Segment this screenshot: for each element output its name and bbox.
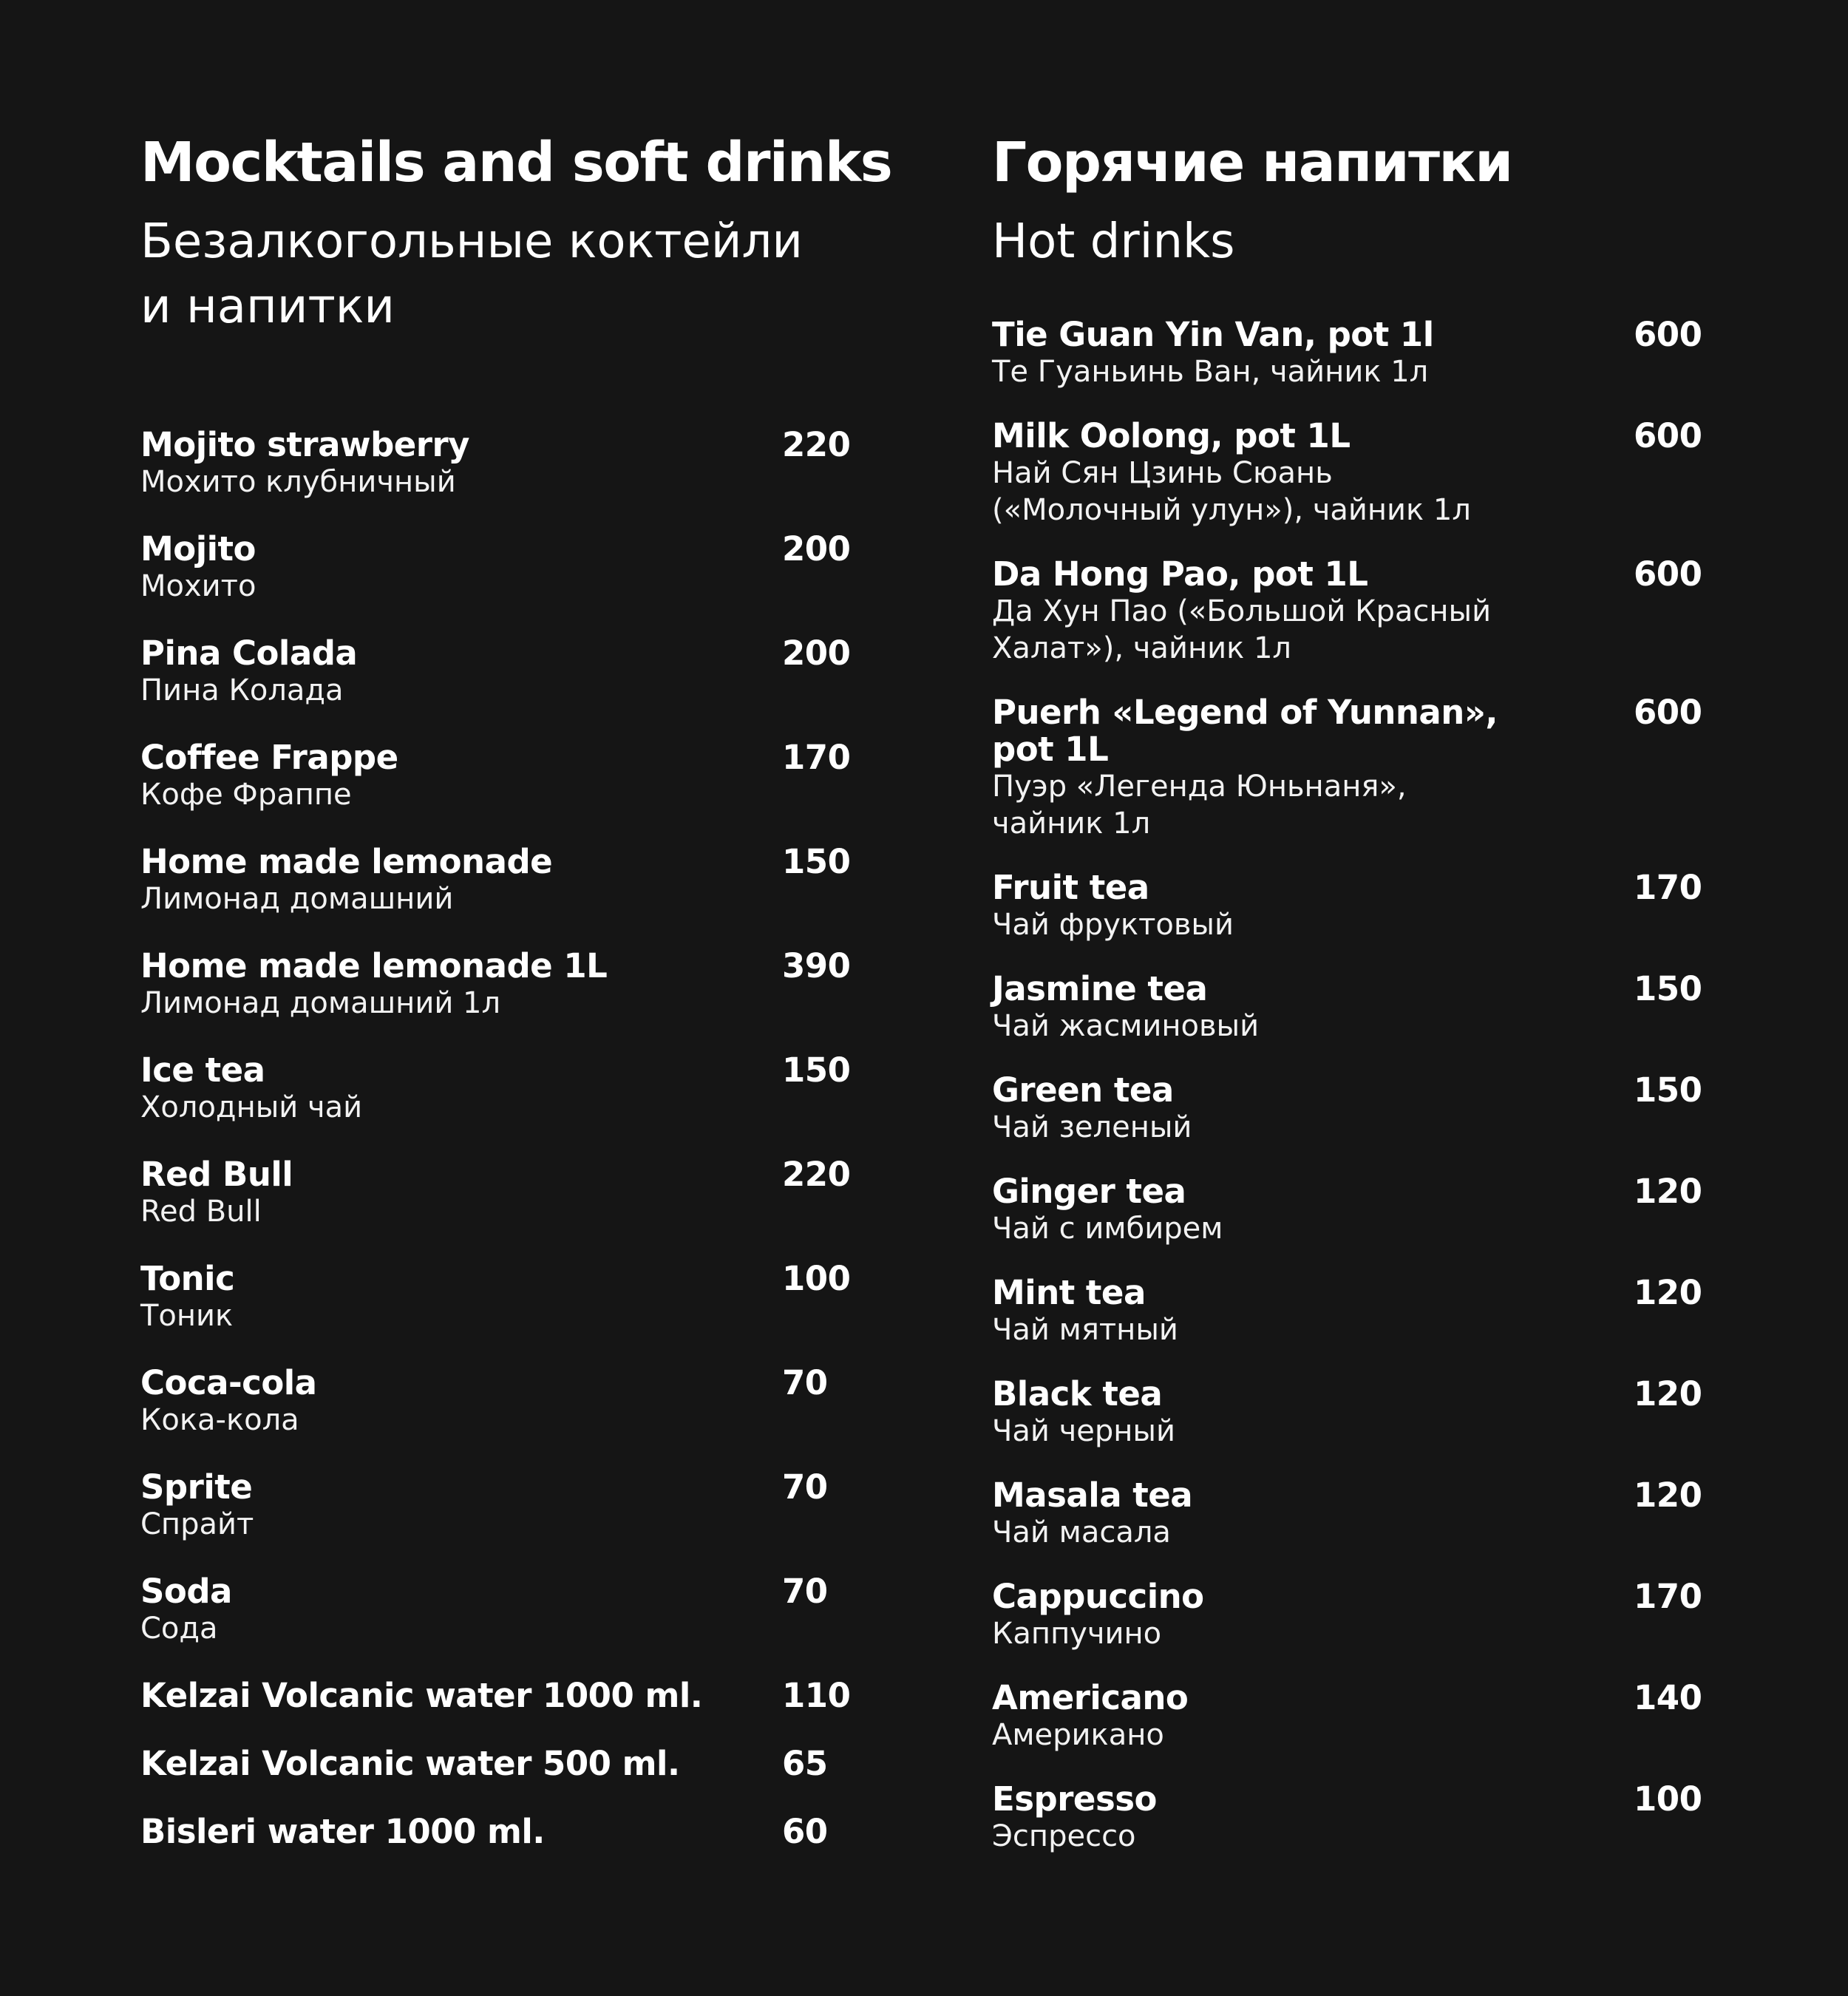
menu-item xyxy=(992,971,1739,1072)
menu-item xyxy=(992,694,1739,869)
section-subtitle xyxy=(140,209,803,339)
item-price: 200 xyxy=(782,634,851,673)
item-price: 600 xyxy=(1634,315,1702,354)
item-translation: Чай мятный xyxy=(992,1313,1178,1347)
item-price: 100 xyxy=(1634,1779,1702,1819)
item-price: 100 xyxy=(782,1259,851,1298)
section-title: Mocktails and soft drinks xyxy=(140,131,892,194)
item-name: Da Hong Pao, pot 1L xyxy=(992,554,1368,594)
subtitle-line: Безалкогольные коктейли xyxy=(140,214,803,269)
item-name: Soda xyxy=(140,1572,232,1611)
item-translation: Red Bull xyxy=(140,1195,262,1229)
item-translation: Каппучино xyxy=(992,1617,1162,1651)
item-price: 170 xyxy=(782,738,851,777)
item-name: Mojito strawberry xyxy=(140,425,470,464)
item-name: Cappuccino xyxy=(992,1577,1204,1616)
item-translation: Чай жасминовый xyxy=(992,1009,1260,1043)
item-name: Milk Oolong, pot 1L xyxy=(992,416,1351,455)
menu-item xyxy=(992,869,1739,971)
item-translation: Най Сян Цзинь Сюань xyxy=(992,456,1333,490)
item-translation-line2: чайник 1л xyxy=(992,807,1151,841)
item-name: Green tea xyxy=(992,1070,1174,1110)
item-translation: Кока-кола xyxy=(140,1403,299,1437)
item-price: 150 xyxy=(1634,969,1702,1008)
menu-item xyxy=(140,948,887,1052)
item-translation-line2: («Молочный улун»), чайник 1л xyxy=(992,493,1471,527)
item-translation: Тоник xyxy=(140,1299,234,1333)
item-name: Jasmine tea xyxy=(992,969,1208,1008)
item-translation: Лимонад домашний 1л xyxy=(140,986,501,1020)
item-name: Bisleri water 1000 ml. xyxy=(140,1812,545,1851)
item-translation: Чай с имбирем xyxy=(992,1212,1223,1246)
item-name: Ice tea xyxy=(140,1050,265,1090)
item-name: Mojito xyxy=(140,529,256,568)
item-name: Home made lemonade xyxy=(140,842,553,881)
menu-item xyxy=(140,427,887,531)
item-name: Tonic xyxy=(140,1259,235,1298)
menu-item xyxy=(140,1365,887,1469)
item-translation: Да Хун Пао («Большой Красный xyxy=(992,594,1492,628)
item-price: 70 xyxy=(782,1572,828,1611)
item-translation: Те Гуаньинь Ван, чайник 1л xyxy=(992,355,1429,389)
item-price: 220 xyxy=(782,425,851,464)
item-name: Kelzai Volcanic water 1000 ml. xyxy=(140,1676,703,1715)
menu-item xyxy=(992,1680,1739,1781)
item-name: Ginger tea xyxy=(992,1172,1186,1211)
item-name: Mint tea xyxy=(992,1273,1146,1312)
item-translation: Чай черный xyxy=(992,1414,1176,1448)
item-price: 140 xyxy=(1634,1678,1702,1717)
item-translation: Чай зеленый xyxy=(992,1110,1192,1144)
section-title: Горячие напитки xyxy=(992,131,1512,194)
item-translation: Спрайт xyxy=(140,1507,254,1541)
item-translation: Американо xyxy=(992,1718,1164,1752)
item-price: 150 xyxy=(782,842,851,881)
menu-item xyxy=(992,1173,1739,1274)
item-name: Tie Guan Yin Van, pot 1l xyxy=(992,315,1434,354)
menu-item xyxy=(140,531,887,635)
item-name: Red Bull xyxy=(140,1155,293,1194)
item-translation: Чай масала xyxy=(992,1515,1171,1549)
menu-item xyxy=(140,635,887,739)
menu-item xyxy=(992,1376,1739,1477)
item-translation-line2: Халат»), чайник 1л xyxy=(992,631,1291,665)
section-subtitle xyxy=(992,209,1234,274)
item-name: Kelzai Volcanic water 500 ml. xyxy=(140,1744,680,1783)
menu-item xyxy=(992,1781,1739,1882)
menu-item xyxy=(992,1274,1739,1376)
menu-item xyxy=(992,316,1739,418)
item-price: 60 xyxy=(782,1812,828,1851)
item-translation: Кофе Фраппе xyxy=(140,778,352,812)
item-name: Masala tea xyxy=(992,1476,1193,1515)
item-name: Coffee Frappe xyxy=(140,738,398,777)
item-price: 220 xyxy=(782,1155,851,1194)
item-price: 70 xyxy=(782,1363,828,1402)
menu-item xyxy=(992,1477,1739,1578)
menu-item xyxy=(992,1578,1739,1680)
item-price: 150 xyxy=(782,1050,851,1090)
item-translation: Лимонад домашний xyxy=(140,882,454,916)
item-name: Home made lemonade 1L xyxy=(140,946,608,985)
item-price: 70 xyxy=(782,1467,828,1507)
item-name: Puerh «Legend of Yunnan», xyxy=(992,693,1498,732)
item-price: 390 xyxy=(782,946,851,985)
item-name: Fruit tea xyxy=(992,868,1149,907)
item-translation: Сода xyxy=(140,1612,218,1646)
item-price: 65 xyxy=(782,1744,828,1783)
item-name: Pina Colada xyxy=(140,634,358,673)
menu-item xyxy=(140,1260,887,1365)
menu-item xyxy=(140,1469,887,1573)
item-translation: Холодный чай xyxy=(140,1090,363,1124)
item-price: 200 xyxy=(782,529,851,568)
item-name: Americano xyxy=(992,1678,1189,1717)
item-price: 170 xyxy=(1634,868,1702,907)
menu-item xyxy=(140,1813,887,1881)
item-name: Coca-cola xyxy=(140,1363,317,1402)
menu-item xyxy=(140,1052,887,1156)
menu-item xyxy=(140,843,887,948)
subtitle-line: Hot drinks xyxy=(992,214,1235,269)
item-translation: Чай фруктовый xyxy=(992,908,1234,942)
menu-item-list xyxy=(140,427,887,1881)
item-name-line2: pot 1L xyxy=(992,730,1109,769)
menu-item xyxy=(140,1573,887,1677)
item-price: 600 xyxy=(1634,554,1702,594)
item-price: 600 xyxy=(1634,416,1702,455)
item-translation: Мохито клубничный xyxy=(140,465,456,499)
item-price: 120 xyxy=(1634,1476,1702,1515)
item-price: 600 xyxy=(1634,693,1702,732)
menu-item xyxy=(992,556,1739,694)
item-price: 110 xyxy=(782,1676,851,1715)
menu-item xyxy=(992,1072,1739,1173)
item-name: Sprite xyxy=(140,1467,253,1507)
menu-item xyxy=(140,1677,887,1745)
item-price: 150 xyxy=(1634,1070,1702,1110)
item-name: Espresso xyxy=(992,1779,1157,1819)
item-price: 120 xyxy=(1634,1374,1702,1413)
menu-item xyxy=(140,739,887,843)
subtitle-line: и напитки xyxy=(140,279,395,334)
menu-item-list xyxy=(992,316,1739,1882)
menu-item xyxy=(992,418,1739,556)
item-price: 170 xyxy=(1634,1577,1702,1616)
item-price: 120 xyxy=(1634,1172,1702,1211)
item-translation: Эспрессо xyxy=(992,1819,1136,1853)
menu-item xyxy=(140,1156,887,1260)
item-translation: Мохито xyxy=(140,569,257,603)
item-translation: Пина Колада xyxy=(140,673,344,707)
item-name: Black tea xyxy=(992,1374,1163,1413)
item-price: 120 xyxy=(1634,1273,1702,1312)
item-translation: Пуэр «Легенда Юньнаня», xyxy=(992,770,1407,804)
menu-item xyxy=(140,1745,887,1813)
